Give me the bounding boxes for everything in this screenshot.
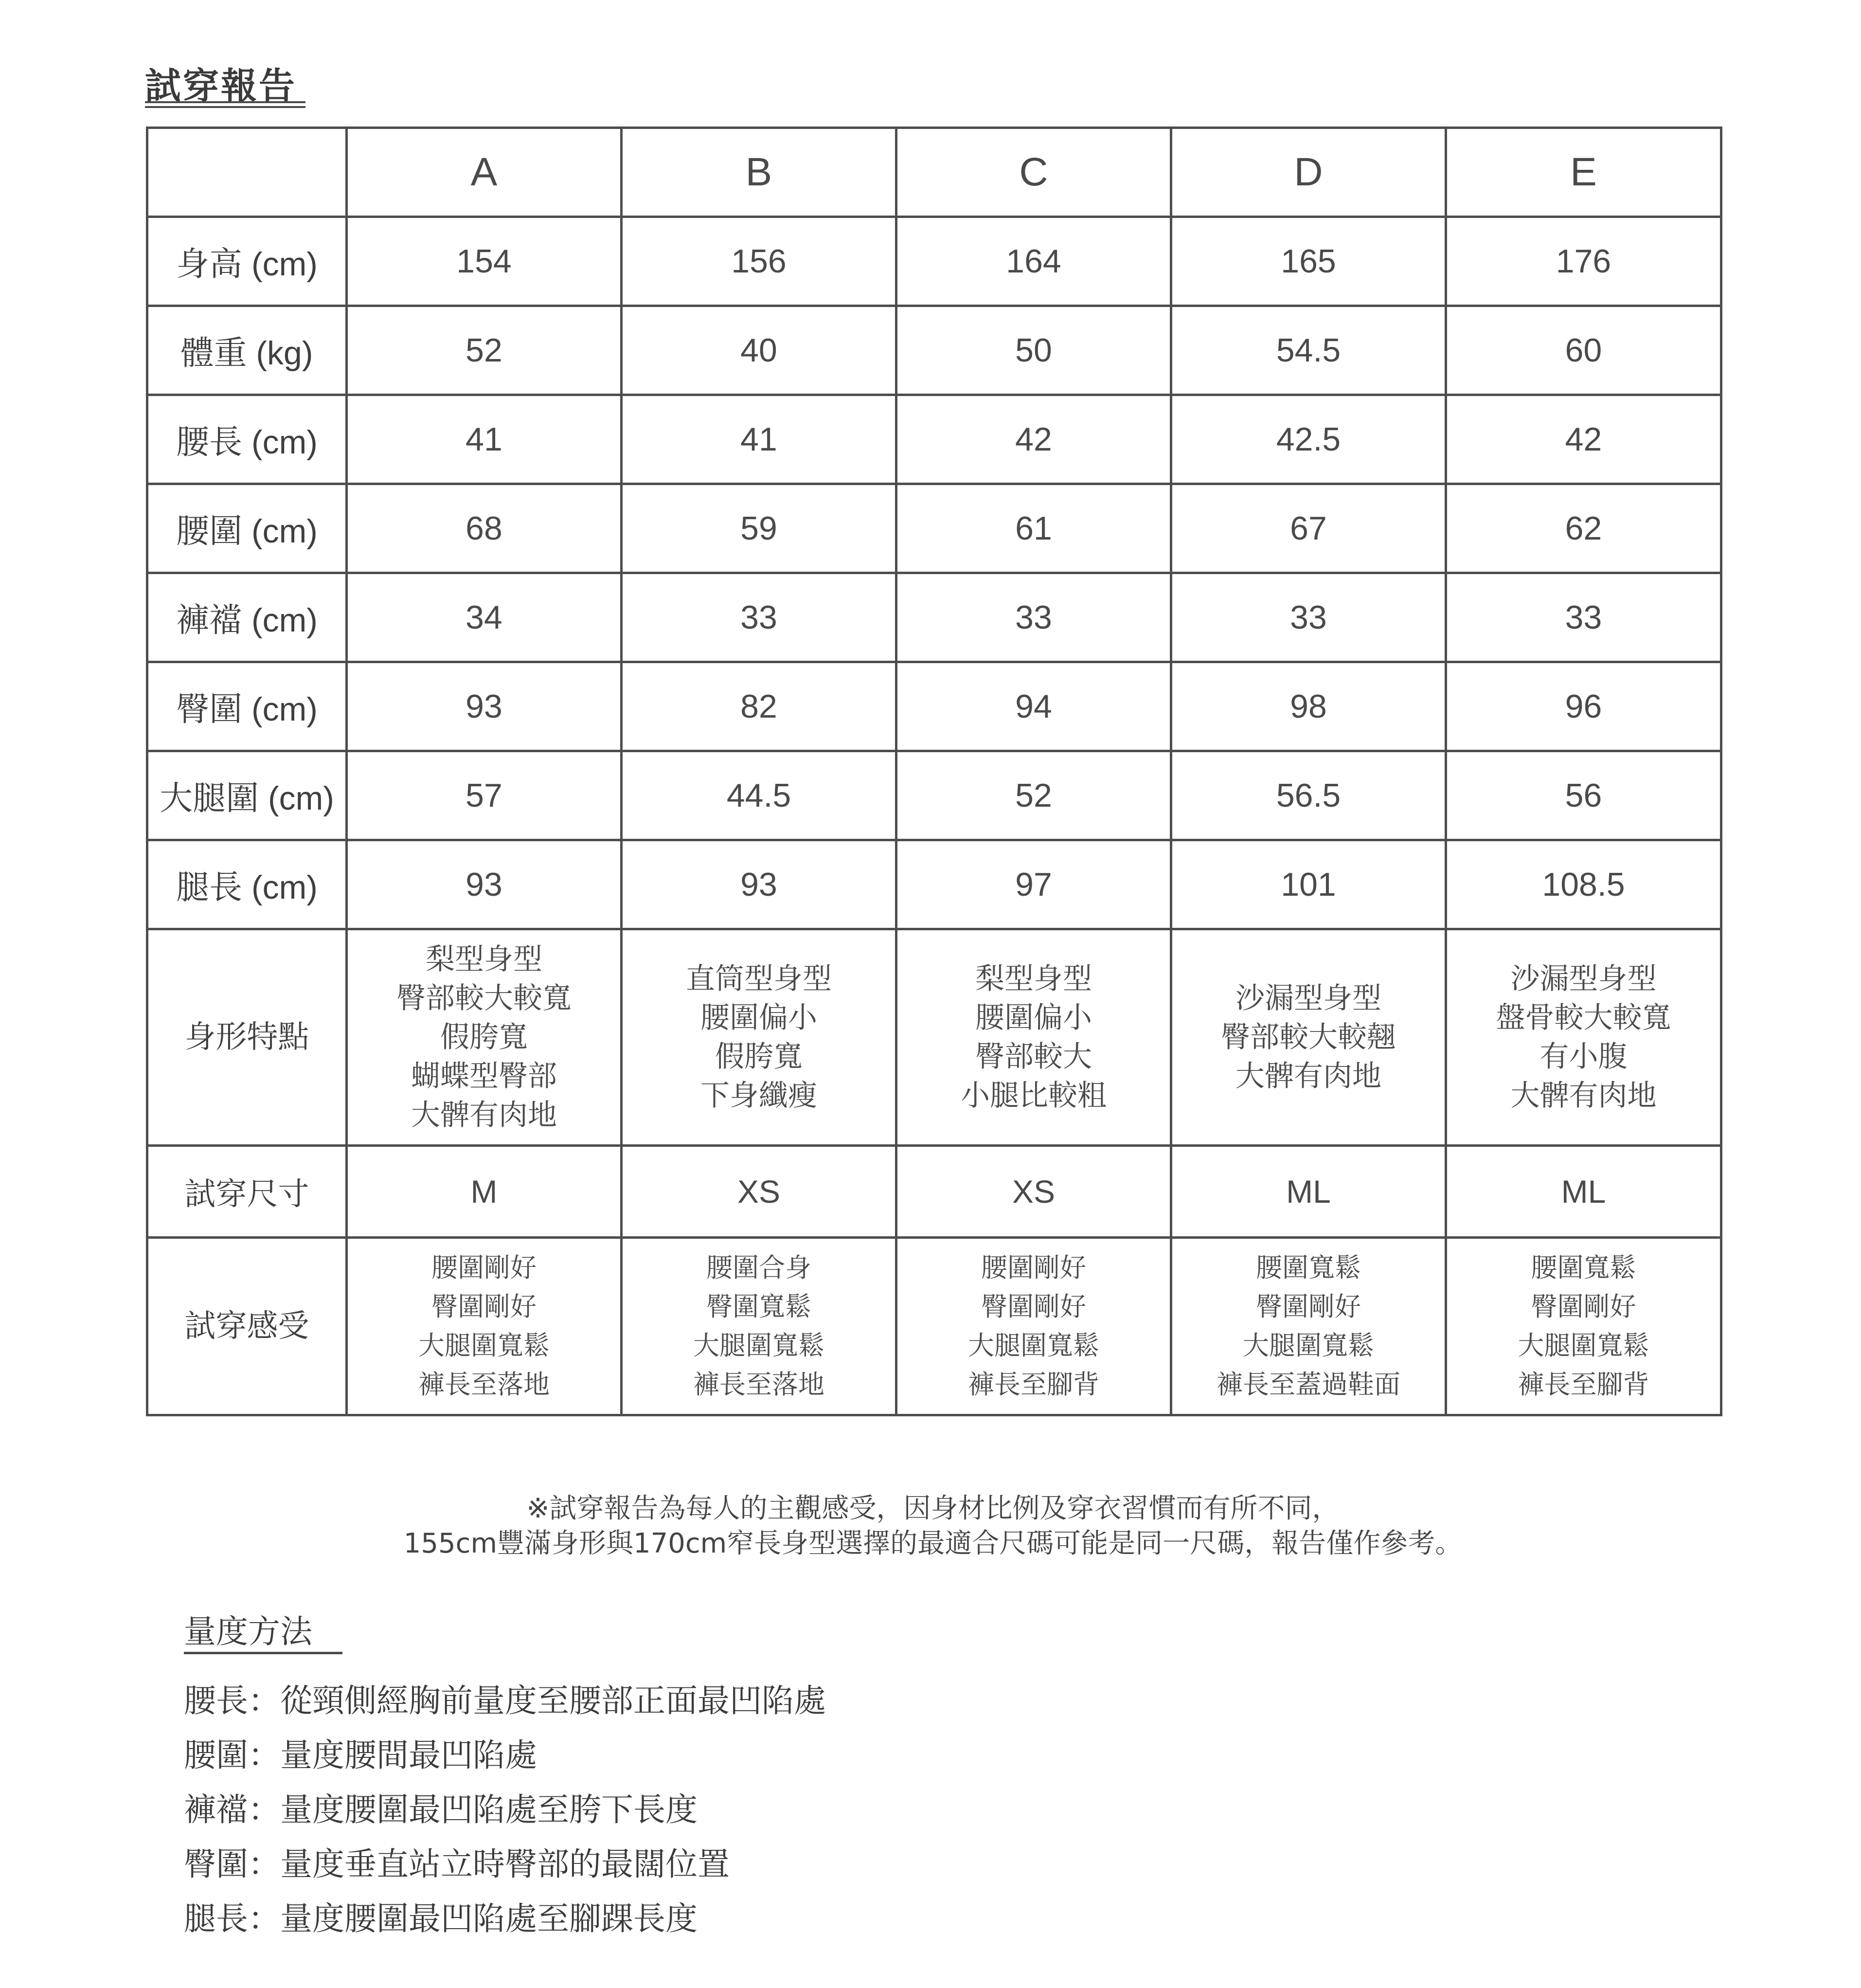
table-cell: 108.5 bbox=[1446, 840, 1721, 929]
table-cell: 156 bbox=[622, 217, 896, 306]
feeling-line: 大腿圍寬鬆 bbox=[968, 1330, 1099, 1361]
column-header: B bbox=[622, 128, 896, 217]
feature-line: 臀部較大較翹 bbox=[1221, 1020, 1396, 1054]
feature-line: 大髀有肉地 bbox=[1510, 1079, 1657, 1113]
feeling-line: 腰圍寬鬆 bbox=[1531, 1252, 1636, 1283]
table-cell: 60 bbox=[1446, 306, 1721, 395]
row-label: 腿長 (cm) bbox=[147, 840, 347, 929]
table-cell: ML bbox=[1171, 1146, 1446, 1238]
table-cell: ML bbox=[1446, 1146, 1721, 1238]
table-cell: 42 bbox=[896, 395, 1171, 484]
table-cell bbox=[1446, 929, 1721, 1146]
feeling-line: 臀圍剛好 bbox=[1531, 1291, 1636, 1322]
table-cell: 42.5 bbox=[1171, 395, 1446, 484]
row-label: 試穿感受 bbox=[147, 1238, 347, 1415]
feeling-line: 臀圍寬鬆 bbox=[706, 1291, 811, 1322]
feature-line: 沙漏型身型 bbox=[1510, 962, 1657, 996]
row-label: 臀圍 (cm) bbox=[147, 662, 347, 751]
table-cell: 93 bbox=[347, 662, 622, 751]
feeling-line: 臀圍剛好 bbox=[1256, 1291, 1361, 1322]
table-cell: 34 bbox=[347, 573, 622, 662]
feeling-line: 大腿圍寬鬆 bbox=[693, 1330, 824, 1361]
feature-line: 蝴蝶型臀部 bbox=[411, 1059, 557, 1093]
table-cell: 57 bbox=[347, 751, 622, 840]
method-item: 臀圍：量度垂直站立時臀部的最闊位置 bbox=[184, 1845, 730, 1883]
table-cell: 61 bbox=[896, 484, 1171, 573]
table-cell: 41 bbox=[347, 395, 622, 484]
feature-line: 大髀有肉地 bbox=[1235, 1059, 1381, 1093]
method-item: 腿長：量度腰圍最凹陷處至腳踝長度 bbox=[184, 1900, 698, 1937]
feeling-line: 褲長至蓋過鞋面 bbox=[1217, 1369, 1400, 1400]
table-cell: 33 bbox=[622, 573, 896, 662]
table-cell: 96 bbox=[1446, 662, 1721, 751]
table-cell: 176 bbox=[1446, 217, 1721, 306]
feature-line: 腰圍偏小 bbox=[700, 1001, 817, 1035]
method-item: 腰圍：量度腰間最凹陷處 bbox=[184, 1736, 537, 1774]
row-label: 腰長 (cm) bbox=[147, 395, 347, 484]
feature-line: 假胯寬 bbox=[715, 1040, 803, 1074]
table-cell: 93 bbox=[347, 840, 622, 929]
feature-line: 下身纖瘦 bbox=[700, 1079, 817, 1113]
row-label: 身高 (cm) bbox=[147, 217, 347, 306]
row-label: 腰圍 (cm) bbox=[147, 484, 347, 573]
table-cell: 93 bbox=[622, 840, 896, 929]
feeling-line: 褲長至腳背 bbox=[968, 1369, 1099, 1400]
feature-line: 盤骨較大較寬 bbox=[1496, 1001, 1671, 1035]
row-label: 體重 (kg) bbox=[147, 306, 347, 395]
feature-line: 梨型身型 bbox=[426, 942, 542, 976]
table-cell: 94 bbox=[896, 662, 1171, 751]
feature-line: 臀部較大 bbox=[975, 1040, 1092, 1074]
table-row-thigh bbox=[147, 751, 1721, 840]
table-cell: 165 bbox=[1171, 217, 1446, 306]
row-label: 大腿圍 (cm) bbox=[147, 751, 347, 840]
table-row-body-features bbox=[147, 929, 1721, 1146]
table-cell: 56.5 bbox=[1171, 751, 1446, 840]
table-cell: 52 bbox=[896, 751, 1171, 840]
table-row-leg-length bbox=[147, 840, 1721, 929]
feeling-line: 褲長至落地 bbox=[693, 1369, 824, 1400]
table-row-weight bbox=[147, 306, 1721, 395]
row-label: 試穿尺寸 bbox=[147, 1146, 347, 1238]
table-cell: 42 bbox=[1446, 395, 1721, 484]
disclaimer-line: ※試穿報告為每人的主觀感受，因身材比例及穿衣習慣而有所不同， bbox=[526, 1493, 1340, 1524]
table-row-crotch bbox=[147, 573, 1721, 662]
feature-line: 假胯寬 bbox=[440, 1020, 528, 1054]
measurement-method-title: 量度方法 bbox=[184, 1613, 312, 1650]
feeling-line: 大腿圍寬鬆 bbox=[1518, 1330, 1649, 1361]
table-cell: 44.5 bbox=[622, 751, 896, 840]
feature-line: 大髀有肉地 bbox=[411, 1098, 557, 1132]
table-cell: 82 bbox=[622, 662, 896, 751]
table-cell bbox=[347, 929, 622, 1146]
feature-line: 直筒型身型 bbox=[686, 962, 832, 996]
feeling-line: 臀圍剛好 bbox=[431, 1291, 537, 1322]
table-row-try-on-size bbox=[147, 1146, 1721, 1238]
table-cell: 40 bbox=[622, 306, 896, 395]
feeling-line: 大腿圍寬鬆 bbox=[1243, 1330, 1374, 1361]
table-cell bbox=[1446, 1238, 1721, 1415]
table-cell bbox=[622, 1238, 896, 1415]
column-header: D bbox=[1171, 128, 1446, 217]
table-cell: M bbox=[347, 1146, 622, 1238]
table-cell bbox=[896, 1238, 1171, 1415]
table-row-height bbox=[147, 217, 1721, 306]
header-row bbox=[147, 128, 1721, 217]
measurement-method-list bbox=[184, 1674, 826, 1946]
table-cell: 68 bbox=[347, 484, 622, 573]
table-row-waist bbox=[147, 484, 1721, 573]
table-cell: 62 bbox=[1446, 484, 1721, 573]
table-cell: 59 bbox=[622, 484, 896, 573]
table-cell: 164 bbox=[896, 217, 1171, 306]
feature-line: 腰圍偏小 bbox=[975, 1001, 1092, 1035]
fitting-report-table bbox=[146, 127, 1722, 1416]
table-cell: 50 bbox=[896, 306, 1171, 395]
table-cell: 97 bbox=[896, 840, 1171, 929]
table-cell: 54.5 bbox=[1171, 306, 1446, 395]
table-cell: 33 bbox=[896, 573, 1171, 662]
feeling-line: 褲長至落地 bbox=[418, 1369, 550, 1400]
table-row-waist-length bbox=[147, 395, 1721, 484]
feeling-line: 腰圍寬鬆 bbox=[1256, 1252, 1361, 1283]
method-item: 褲襠：量度腰圍最凹陷處至胯下長度 bbox=[184, 1791, 698, 1828]
column-header: E bbox=[1446, 128, 1721, 217]
table-cell bbox=[347, 1238, 622, 1415]
row-label: 身形特點 bbox=[147, 929, 347, 1146]
table-cell bbox=[622, 929, 896, 1146]
table-row-hip bbox=[147, 662, 1721, 751]
table-cell bbox=[1171, 929, 1446, 1146]
table-cell: 56 bbox=[1446, 751, 1721, 840]
method-item: 腰長：從頸側經胸前量度至腰部正面最凹陷處 bbox=[184, 1682, 826, 1719]
report-title: 試穿報告 bbox=[145, 65, 297, 107]
table-cell: XS bbox=[896, 1146, 1171, 1238]
table-cell bbox=[1171, 1238, 1446, 1415]
table-cell: 98 bbox=[1171, 662, 1446, 751]
table-row-try-on-feeling bbox=[147, 1238, 1721, 1415]
title-underline bbox=[145, 101, 305, 108]
feeling-line: 腰圍合身 bbox=[706, 1252, 811, 1283]
feature-line: 臀部較大較寬 bbox=[396, 981, 572, 1015]
column-header: C bbox=[896, 128, 1171, 217]
feeling-line: 大腿圍寬鬆 bbox=[418, 1330, 550, 1361]
table-cell: 52 bbox=[347, 306, 622, 395]
row-label: 褲襠 (cm) bbox=[147, 573, 347, 662]
table-cell: 154 bbox=[347, 217, 622, 306]
method-title-underline bbox=[184, 1652, 342, 1654]
header-corner bbox=[147, 128, 347, 217]
table-cell: 67 bbox=[1171, 484, 1446, 573]
feature-line: 小腿比較粗 bbox=[961, 1079, 1107, 1113]
feeling-line: 腰圍剛好 bbox=[431, 1252, 537, 1283]
disclaimer-note bbox=[146, 1491, 1720, 1561]
table-cell bbox=[896, 929, 1171, 1146]
feature-line: 沙漏型身型 bbox=[1235, 981, 1381, 1015]
table-cell: 41 bbox=[622, 395, 896, 484]
table-cell: XS bbox=[622, 1146, 896, 1238]
feeling-line: 臀圍剛好 bbox=[981, 1291, 1086, 1322]
table-cell: 101 bbox=[1171, 840, 1446, 929]
feeling-line: 腰圍剛好 bbox=[981, 1252, 1086, 1283]
feeling-line: 褲長至腳背 bbox=[1518, 1369, 1649, 1400]
table-cell: 33 bbox=[1171, 573, 1446, 662]
column-header: A bbox=[347, 128, 622, 217]
feature-line: 梨型身型 bbox=[975, 962, 1092, 996]
table-cell: 33 bbox=[1446, 573, 1721, 662]
disclaimer-line: 155cm豐滿身形與170cm窄長身型選擇的最適合尺碼可能是同一尺碼，報告僅作參考。 bbox=[403, 1528, 1463, 1559]
feature-line: 有小腹 bbox=[1539, 1040, 1628, 1074]
